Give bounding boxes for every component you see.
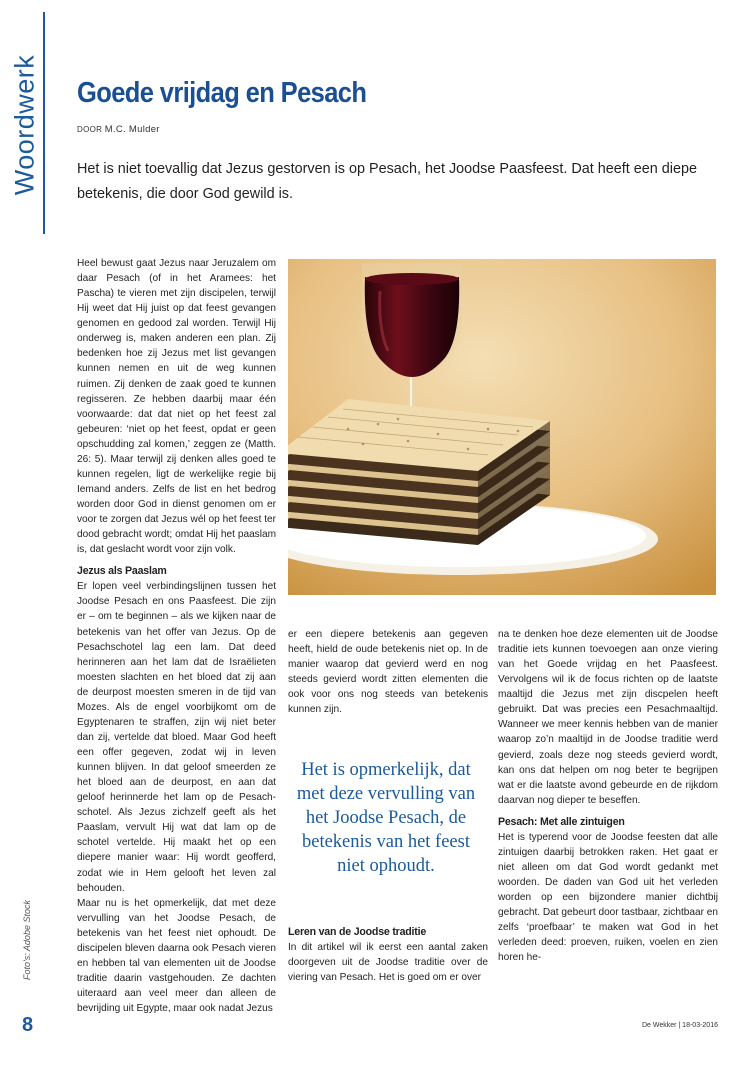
col2-paragraph-1: er een diepere betekenis aan gegeven heeft, hield de oude betekenis niet op. In de manier waarop dat gevierd werd en nog steeds gevierd wordt zitten elementen die ook voor ons nog steeds van betekenis kunnen zijn.: [288, 629, 488, 716]
photo-credit-text: Foto's: Adobe Stock: [22, 900, 32, 980]
col3-paragraph-1: na te denken hoe deze elementen uit de Joodse traditie iets kunnen toevoegen aan onze viering van het Goede vrijdag en het Paasfeest. Vervolgens wil ik de focus richten op de laatste maaltijd die Jezus met zijn discpelen heeft gebruikt. Dat was precies een Pesachmaaltijd. Wanneer we meer kennis hebben van de manier waarop zo’n maaltijd in de Joodse traditie werd gevierd, zoals deze nog steeds gevierd wordt, kan ons dat helpen om nog beter te begrijpen wat er die laatste avond gebeurde en de rijkdom daarvan nog dieper te beseffen.: [498, 629, 718, 806]
col2-paragraph-2: In dit artikel wil ik eerst een aantal zaken doorgeven uit de Joodse traditie over de viering van Pesach. Het is goed om er over: [288, 942, 488, 984]
section-label-text: Woordwerk: [9, 54, 40, 195]
matzah-wine-photo: [288, 259, 716, 595]
column-2-lower: [288, 925, 488, 985]
section-divider: [43, 12, 45, 234]
column-2: [288, 627, 488, 717]
page-number: 8: [22, 1014, 34, 1036]
page-footer: De Wekker | 18-03-2016: [641, 1022, 718, 1029]
byline: [77, 124, 160, 135]
col3-heading: Pesach: Met alle zintuigen: [498, 815, 625, 828]
col1-heading: Jezus als Paaslam: [77, 565, 167, 578]
pull-quote: Het is opmerkelijk, dat met deze vervulling van het Joodse Pesach, de betekenis van het feest niet ophoudt.: [296, 760, 476, 876]
col2-heading: Leren van de Joodse traditie: [288, 926, 427, 938]
article-title: Goede vrijdag en Pesach: [77, 77, 367, 109]
byline-prefix: DOOR: [77, 125, 103, 134]
column-1: [77, 256, 276, 1016]
article-intro: Het is niet toevallig dat Jezus gestorven is op Pesach, het Joodse Paasfeest. Dat heeft een diepe betekenis, die door God gewild is.: [77, 161, 697, 202]
col1-paragraph-2: Er lopen veel verbindingslijnen tussen het Joodse Pesach en ons Paasfeest. Die zijn er – om te beginnen – als we kijken naar de betekenis van het offer van Jezus. Op de Pesachschotel lag een lam. Dat deed herinneren aan het lam dat de Israëlieten moesten slachten en het bloed dat zij aan de deurpost moesten smeren in de tijd van Mozes. Als de engel voorbijkomt om de Egyptenaren te straffen, zijn wij niet beter dan zij, vertelde dat bloed. Maar God heeft een offer gegeven, zodat wij in leven kunnen blijven. In dat geloof smeerden ze het bloed aan de deurpost, en aan dat geloof herinnerde het lam op de Pesach-schotel. Als Jezus zichzelf geeft als het Paaslam, vervult Hij wat dat lam op de schotel vertelde. Hij maakt het op een diepere manier waar: Hij wordt geofferd, zodat wie in Hem gelooft het leven zal behouden.: [77, 581, 276, 894]
section-label: [8, 12, 42, 237]
col3-paragraph-2: Het is typerend voor de Joodse feesten dat alle zintuigen daarbij betrokken raken. Het gaat er niet alleen om dat God wordt gedankt met woorden. De daden van God uit het verleden worden op een bijzondere manier dichtbij gebracht. Dat gebeurt door tastbaar, zichtbaar en zelfs ‘proefbaar’ te maken wat God in het verleden deed: proeven, ruiken, voelen en zien horen he-: [498, 831, 718, 964]
photo-credit: [20, 895, 34, 985]
col1-paragraph-3: Maar nu is het opmerkelijk, dat met deze vervulling van het Joodse Pesach, de betekenis van het feest niet ophoudt. De discipelen bleven daarna ook Pesach vieren en hebben tal van elementen uit de Joodse traditie daarin vastgehouden. Ze dachten uiteraard aan veel meer dan alleen de bevrijding uit Egypte, maar ook nadat Jezus: [77, 897, 276, 1015]
article-photo: [288, 259, 716, 595]
byline-author: M.C. Mulder: [104, 124, 160, 135]
col1-paragraph-1: Heel bewust gaat Jezus naar Jeruzalem om daar Pesach (of in het Aramees: het Pascha) te vieren met zijn discipelen, terwijl Hij weet dat Hij juist op dat feest gevangen genomen en gedood zal worden. Terwijl Hij onderweg is, maken anderen een plan. Zij bedenken hoe zij Jezus met list gevangen kunnen nemen en uit de weg kunnen ruimen. Zij denken de zaak goed te kunnen regisseren. Ze hebben daarbij maar één voorwaarde: dat dat niet op het feest zal gebeuren: ‘niet op het feest, opdat er geen opschudding zal komen,’ zeggen ze (Matth. 26: 5). Maar terwijl zij denken alles goed te kunnen regelen, ligt de werkelijke regie bij Iemand anders. Zelfs de list en het bedrog worden door God in dienst genomen om er voor te zorgen dat Jezus wél op het feest ter dood gebracht wordt; omdat Hij het paaslam is, dat geslacht wordt voor zijn volk.: [77, 258, 276, 556]
column-3: [498, 627, 718, 965]
